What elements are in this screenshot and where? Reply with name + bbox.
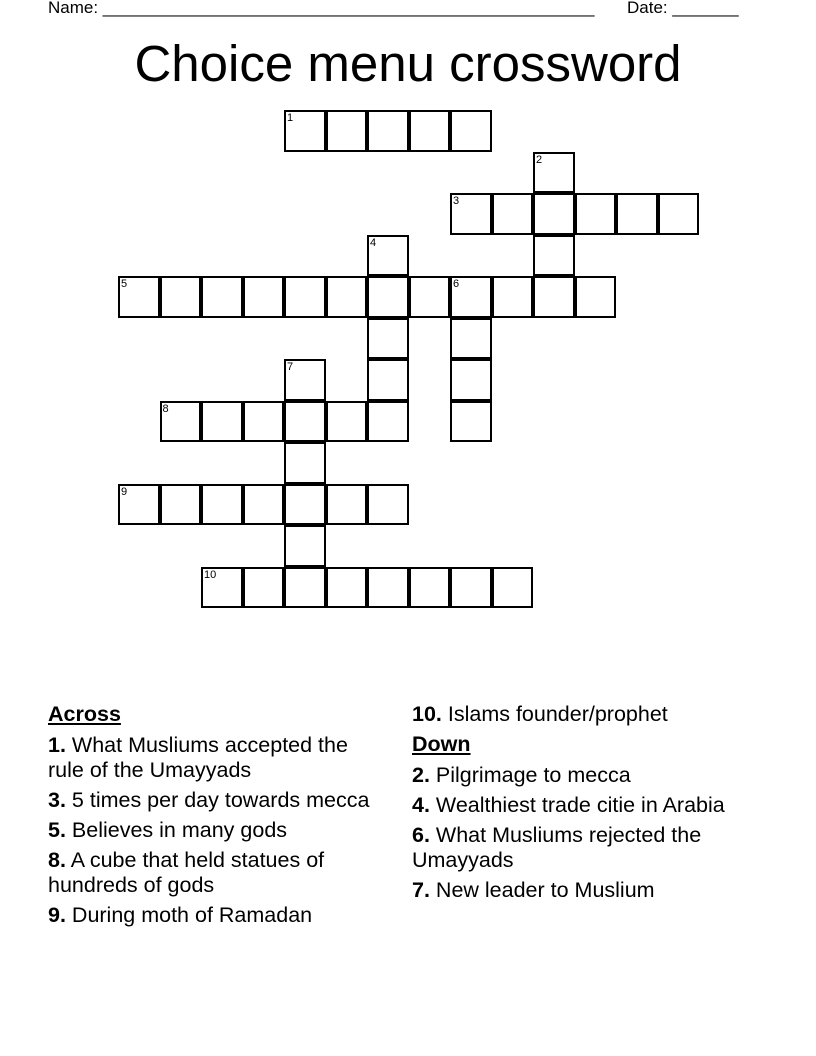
crossword-cell[interactable] [450,318,492,360]
crossword-cell[interactable] [367,235,409,277]
clues-column-right [412,702,752,908]
clue-text: New leader to Muslium [429,878,655,902]
clue-number: 5. [48,818,66,842]
crossword-cell[interactable] [409,110,451,152]
crossword-cell[interactable] [367,401,409,443]
crossword-cell[interactable] [492,193,534,235]
clue-number: 2. [412,763,430,787]
crossword-cell[interactable] [367,276,409,318]
clue-across-5 [48,818,388,843]
clue-down-4 [412,793,752,818]
crossword-cell[interactable] [533,276,575,318]
crossword-cell[interactable] [450,359,492,401]
crossword-cell[interactable] [284,359,326,401]
down-heading: Down [412,732,471,756]
crossword-cell[interactable] [326,401,368,443]
name-field[interactable]: Name: ____________________________________________________ [48,0,595,17]
clues-column-left [48,702,388,933]
across-heading: Across [48,702,121,726]
crossword-cell[interactable] [492,567,534,609]
cell-number: 3 [453,195,460,207]
crossword-cell[interactable] [409,567,451,609]
crossword-cell[interactable] [243,276,285,318]
crossword-cell[interactable] [284,110,326,152]
clue-number: 10. [412,702,442,726]
crossword-cell[interactable] [533,235,575,277]
clue-text: Believes in many gods [65,818,288,842]
crossword-cell[interactable] [450,567,492,609]
crossword-cell[interactable] [409,276,451,318]
cell-number: 10 [204,568,217,581]
clue-number: 9. [48,903,66,927]
clue-text: A cube that held statues of hundreds of gods [48,848,325,897]
clue-across-1 [48,733,388,783]
crossword-cell[interactable] [326,484,368,526]
page-title: Choice menu crossword [134,35,682,92]
cell-number: 5 [121,278,128,290]
clue-number: 7. [412,878,430,902]
clue-text: What Musliums accepted the rule of the Umayyads [48,733,348,782]
crossword-cell[interactable] [367,359,409,401]
cell-number: 2 [536,153,543,166]
crossword-cell[interactable] [658,193,700,235]
crossword-cell[interactable] [284,525,326,567]
crossword-cell[interactable] [201,484,243,526]
clue-text: Islams founder/prophet [441,702,668,726]
crossword-cell[interactable] [326,276,368,318]
clue-across-10 [412,702,752,727]
crossword-cell[interactable] [284,276,326,318]
crossword-cell[interactable] [243,401,285,443]
clue-down-7 [412,878,752,903]
cell-number: 1 [287,112,294,124]
crossword-cell[interactable] [284,484,326,526]
crossword-cell[interactable] [450,193,492,235]
crossword-cell[interactable] [367,110,409,152]
clue-text: During moth of Ramadan [65,903,313,927]
crossword-cell[interactable] [533,193,575,235]
crossword-cell[interactable] [201,276,243,318]
crossword-cell[interactable] [492,276,534,318]
crossword-cell[interactable] [326,110,368,152]
crossword-cell[interactable] [284,401,326,443]
date-field[interactable]: Date: _______ [627,0,739,17]
clue-text: What Musliums rejected the Umayyads [412,823,702,872]
clue-across-9 [48,903,388,928]
clue-text: 5 times per day towards mecca [65,788,370,812]
crossword-cell[interactable] [118,276,160,318]
cell-number: 4 [370,236,377,249]
clue-down-2 [412,763,752,788]
clue-text: Pilgrimage to mecca [429,763,631,787]
clue-down-6 [412,823,752,873]
cell-number: 8 [162,402,169,415]
crossword-cell[interactable] [243,484,285,526]
crossword-cell[interactable] [118,484,160,526]
clue-across-8 [48,848,388,898]
crossword-cell[interactable] [450,110,492,152]
crossword-cell[interactable] [284,567,326,609]
crossword-cell[interactable] [160,401,202,443]
clue-text: Wealthiest trade citie in Arabia [429,793,725,817]
crossword-cell[interactable] [367,484,409,526]
crossword-cell[interactable] [160,276,202,318]
cell-number: 6 [453,278,460,290]
crossword-cell[interactable] [201,401,243,443]
cell-number: 9 [121,485,128,498]
crossword-cell[interactable] [284,442,326,484]
crossword-cell[interactable] [243,567,285,609]
crossword-cell[interactable] [450,401,492,443]
crossword-cell[interactable] [616,193,658,235]
clue-across-3 [48,788,388,813]
crossword-cell[interactable] [450,276,492,318]
crossword-cell[interactable] [533,152,575,194]
crossword-cell[interactable] [367,318,409,360]
clue-number: 6. [412,823,430,847]
clue-number: 4. [412,793,430,817]
clue-number: 3. [48,788,66,812]
crossword-cell[interactable] [160,484,202,526]
crossword-cell[interactable] [575,276,617,318]
crossword-cell[interactable] [367,567,409,609]
crossword-cell[interactable] [201,567,243,609]
crossword-cell[interactable] [326,567,368,609]
cell-number: 7 [287,361,294,373]
clue-number: 8. [48,848,66,872]
clue-number: 1. [48,733,66,757]
crossword-cell[interactable] [575,193,617,235]
